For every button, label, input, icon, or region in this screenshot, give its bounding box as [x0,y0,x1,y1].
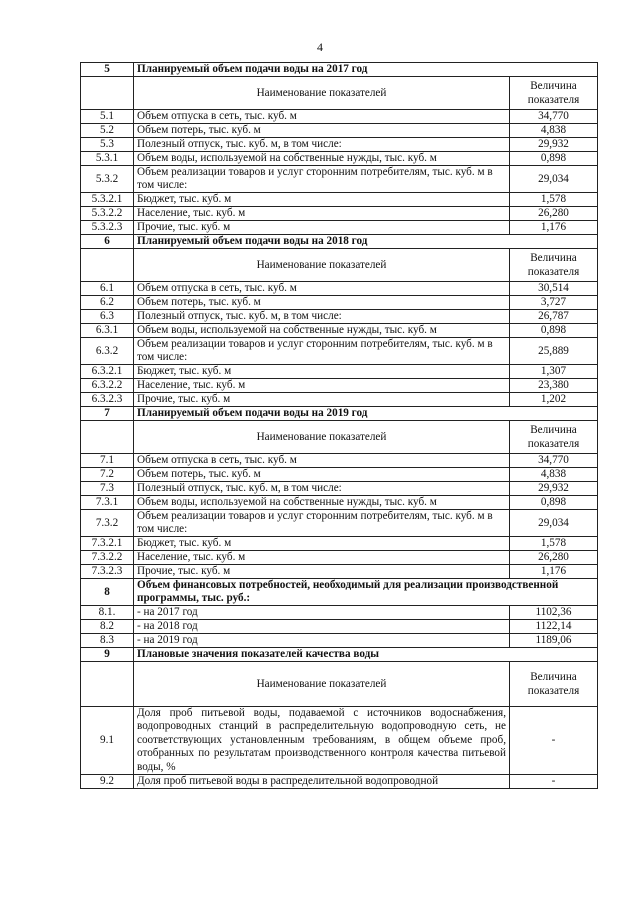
section-title-row [81,407,598,421]
indicators-table [80,62,598,789]
table-row [81,537,598,551]
table-row [81,282,598,296]
section-title-row [81,235,598,249]
section-number: 6 [81,235,134,249]
row-number: 7.3.2.2 [81,551,134,565]
header-name-label: Наименование показателей [134,77,510,110]
table-row [81,482,598,496]
row-name: Объем потерь, тыс. куб. м [134,124,510,138]
row-name: Объем отпуска в сеть, тыс. куб. м [134,282,510,296]
table-row [81,166,598,193]
row-name: Полезный отпуск, тыс. куб. м, в том числе: [134,310,510,324]
row-value: 26,280 [510,207,598,221]
row-value: 34,770 [510,110,598,124]
table-row [81,634,598,648]
indicators-table-body [81,63,598,789]
row-name: Доля проб питьевой воды в распределительной водопроводной [134,775,510,789]
row-number: 9.1 [81,707,134,775]
row-value: 30,514 [510,282,598,296]
table-row [81,124,598,138]
row-value: 3,727 [510,296,598,310]
table-row [81,496,598,510]
section-number: 5 [81,63,134,77]
row-number: 6.3.2.1 [81,365,134,379]
row-number: 8.3 [81,634,134,648]
row-number: 6.1 [81,282,134,296]
row-number: 6.3.2.2 [81,379,134,393]
table-row [81,193,598,207]
row-value: - [510,775,598,789]
section-title-row [81,63,598,77]
row-name: Объем отпуска в сеть, тыс. куб. м [134,110,510,124]
row-name: Объем реализации товаров и услуг сторонним потребителям, тыс. куб. м в том числе: [134,338,510,365]
table-row [81,221,598,235]
row-number: 6.3 [81,310,134,324]
row-name: Объем отпуска в сеть, тыс. куб. м [134,454,510,468]
table-row [81,620,598,634]
row-name: Объем реализации товаров и услуг сторонним потребителям, тыс. куб. м в том числе: [134,510,510,537]
row-value: 1189,06 [510,634,598,648]
row-value: 1,176 [510,221,598,235]
table-row [81,468,598,482]
section-number: 9 [81,648,134,662]
row-name: Прочие, тыс. куб. м [134,565,510,579]
column-header-row [81,77,598,110]
row-number: 5.3.1 [81,152,134,166]
section-number: 7 [81,407,134,421]
table-row [81,379,598,393]
header-name-label: Наименование показателей [134,249,510,282]
row-value: 4,838 [510,468,598,482]
header-value-label: Величина показателя [510,77,598,110]
row-number: 7.3 [81,482,134,496]
row-name: Бюджет, тыс. куб. м [134,193,510,207]
row-number: 5.1 [81,110,134,124]
row-value: 29,034 [510,510,598,537]
table-row [81,454,598,468]
table-row [81,365,598,379]
row-value: 25,889 [510,338,598,365]
row-number: 8.2 [81,620,134,634]
row-name: Объем потерь, тыс. куб. м [134,296,510,310]
header-empty-cell [81,77,134,110]
row-value: 1,202 [510,393,598,407]
table-row [81,310,598,324]
table-row [81,707,598,775]
row-name: Объем воды, используемой на собственные нужды, тыс. куб. м [134,496,510,510]
row-name: - на 2019 год [134,634,510,648]
row-name: Доля проб питьевой воды, подаваемой с источников водоснабжения, водопроводных станций в распределительную водопроводную сеть, не соответствующих установленным требованиям, в общем объеме проб, отобранных по результатам производственного контроля качества питьевой воды, % [134,707,510,775]
row-number: 7.3.2.1 [81,537,134,551]
row-name: Бюджет, тыс. куб. м [134,365,510,379]
header-empty-cell [81,249,134,282]
row-number: 7.3.2.3 [81,565,134,579]
row-number: 5.3.2.2 [81,207,134,221]
row-value: 29,034 [510,166,598,193]
row-number: 6.2 [81,296,134,310]
row-value: 26,280 [510,551,598,565]
section-title: Планируемый объем подачи воды на 2018 год [134,235,598,249]
row-name: - на 2018 год [134,620,510,634]
row-value: 1122,14 [510,620,598,634]
row-value: - [510,707,598,775]
row-number: 5.3.2 [81,166,134,193]
row-value: 34,770 [510,454,598,468]
header-empty-cell [81,662,134,707]
row-number: 6.3.2 [81,338,134,365]
column-header-row [81,421,598,454]
row-name: Население, тыс. куб. м [134,551,510,565]
row-number: 6.3.1 [81,324,134,338]
table-row [81,338,598,365]
row-number: 7.1 [81,454,134,468]
row-name: Объем воды, используемой на собственные нужды, тыс. куб. м [134,152,510,166]
section-title: Планируемый объем подачи воды на 2017 год [134,63,598,77]
row-number: 9.2 [81,775,134,789]
table-row [81,296,598,310]
row-value: 29,932 [510,482,598,496]
row-value: 1,578 [510,193,598,207]
row-value: 1,176 [510,565,598,579]
section-title-row [81,648,598,662]
row-name: Полезный отпуск, тыс. куб. м, в том числе: [134,482,510,496]
row-value: 1102,36 [510,606,598,620]
header-empty-cell [81,421,134,454]
section-number: 8 [81,579,134,606]
row-name: Объем потерь, тыс. куб. м [134,468,510,482]
row-name: Прочие, тыс. куб. м [134,393,510,407]
section-title-row [81,579,598,606]
row-name: - на 2017 год [134,606,510,620]
header-name-label: Наименование показателей [134,421,510,454]
row-name: Объем воды, используемой на собственные нужды, тыс. куб. м [134,324,510,338]
row-name: Объем реализации товаров и услуг сторонним потребителям, тыс. куб. м в том числе: [134,166,510,193]
row-number: 7.3.1 [81,496,134,510]
column-header-row [81,662,598,707]
row-name: Население, тыс. куб. м [134,379,510,393]
row-value: 1,307 [510,365,598,379]
section-title: Плановые значения показателей качества воды [134,648,598,662]
row-number: 7.2 [81,468,134,482]
row-value: 0,898 [510,496,598,510]
table-row [81,324,598,338]
table-row [81,551,598,565]
table-row [81,138,598,152]
table-row [81,207,598,221]
table-row [81,110,598,124]
table-row [81,775,598,789]
section-title: Объем финансовых потребностей, необходимый для реализации производственной программы, тыс. руб.: [134,579,598,606]
header-name-label: Наименование показателей [134,662,510,707]
row-value: 1,578 [510,537,598,551]
row-number: 5.3.2.1 [81,193,134,207]
column-header-row [81,249,598,282]
table-row [81,565,598,579]
row-number: 5.3 [81,138,134,152]
row-value: 23,380 [510,379,598,393]
header-value-label: Величина показателя [510,421,598,454]
row-value: 4,838 [510,124,598,138]
row-value: 29,932 [510,138,598,152]
table-row [81,393,598,407]
table-row [81,510,598,537]
row-value: 0,898 [510,324,598,338]
header-value-label: Величина показателя [510,662,598,707]
section-title: Планируемый объем подачи воды на 2019 год [134,407,598,421]
row-number: 7.3.2 [81,510,134,537]
page-number: 4 [317,40,323,54]
table-row [81,152,598,166]
row-number: 5.2 [81,124,134,138]
row-number: 5.3.2.3 [81,221,134,235]
row-number: 6.3.2.3 [81,393,134,407]
row-name: Бюджет, тыс. куб. м [134,537,510,551]
row-name: Население, тыс. куб. м [134,207,510,221]
row-name: Полезный отпуск, тыс. куб. м, в том числе: [134,138,510,152]
header-value-label: Величина показателя [510,249,598,282]
row-name: Прочие, тыс. куб. м [134,221,510,235]
row-number: 8.1. [81,606,134,620]
row-value: 0,898 [510,152,598,166]
row-value: 26,787 [510,310,598,324]
table-row [81,606,598,620]
